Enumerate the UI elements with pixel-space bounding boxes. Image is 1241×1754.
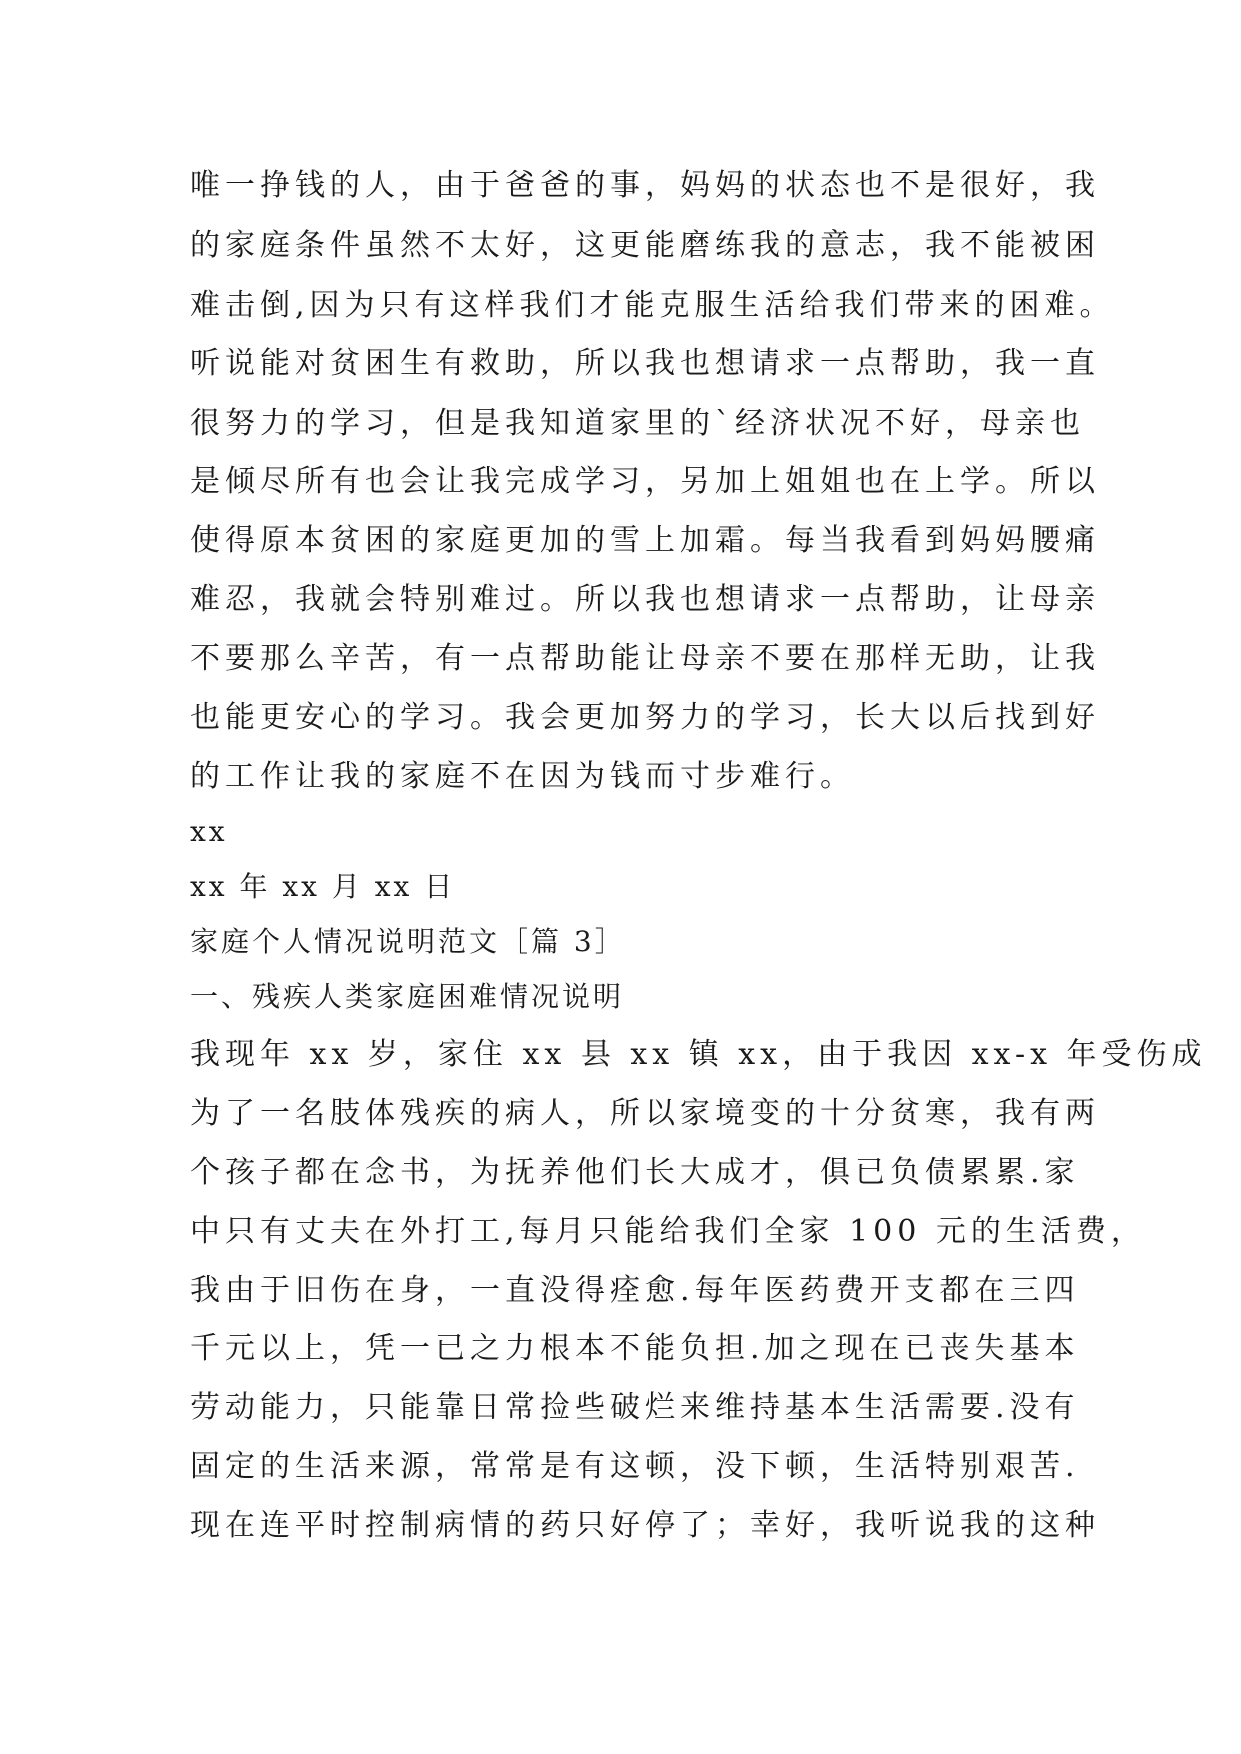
paragraph-line: 难忍，我就会特别难过。所以我也想请求一点帮助，让母亲	[190, 582, 1100, 617]
section-title: 家庭个人情况说明范文［篇 3］	[190, 925, 626, 958]
paragraph-line: 使得原本贫困的家庭更加的雪上加霜。每当我看到妈妈腰痛	[190, 523, 1100, 558]
paragraph-line: 的家庭条件虽然不太好，这更能磨练我的意志，我不能被困	[190, 228, 1100, 263]
paragraph-line: 我现年 xx 岁，家住 xx 县 xx 镇 xx，由于我因 xx-x 年受伤成	[190, 1037, 1207, 1072]
paragraph-line: 个孩子都在念书，为抚养他们长大成才，俱已负债累累.家	[190, 1155, 1080, 1190]
paragraph-line: 劳动能力，只能靠日常捡些破烂来维持基本生活需要.没有	[190, 1390, 1080, 1425]
paragraph-line: 难击倒,因为只有这样我们才能克服生活给我们带来的困难。	[190, 288, 1115, 323]
paragraph-line: 听说能对贫困生有救助，所以我也想请求一点帮助，我一直	[190, 346, 1100, 381]
paragraph-line: 为了一名肢体残疾的病人，所以家境变的十分贫寒，我有两	[190, 1096, 1100, 1131]
paragraph-line: 固定的生活来源，常常是有这顿，没下顿，生活特别艰苦.	[190, 1449, 1080, 1484]
paragraph-line: 很努力的学习，但是我知道家里的`经济状况不好，母亲也	[190, 406, 1085, 441]
signature-date: xx 年 xx 月 xx 日	[190, 870, 456, 903]
paragraph-line: 千元以上，凭一已之力根本不能负担.加之现在已丧失基本	[190, 1331, 1080, 1366]
signature-name: xx	[190, 815, 228, 848]
paragraph-line: 不要那么辛苦，有一点帮助能让母亲不要在那样无助，让我	[190, 641, 1100, 676]
paragraph-line: 我由于旧伤在身，一直没得痊愈.每年医药费开支都在三四	[190, 1273, 1080, 1308]
paragraph-line: 唯一挣钱的人，由于爸爸的事，妈妈的状态也不是很好，我	[190, 168, 1100, 203]
paragraph-line: 现在连平时控制病情的药只好停了；幸好，我听说我的这种	[190, 1508, 1100, 1543]
paragraph-line: 也能更安心的学习。我会更加努力的学习，长大以后找到好	[190, 700, 1100, 735]
paragraph-line: 的工作让我的家庭不在因为钱而寸步难行。	[190, 759, 855, 794]
subsection-title: 一、残疾人类家庭困难情况说明	[190, 980, 625, 1013]
paragraph-line: 中只有丈夫在外打工,每月只能给我们全家 100 元的生活费，	[190, 1214, 1146, 1249]
paragraph-line: 是倾尽所有也会让我完成学习，另加上姐姐也在上学。所以	[190, 464, 1100, 499]
